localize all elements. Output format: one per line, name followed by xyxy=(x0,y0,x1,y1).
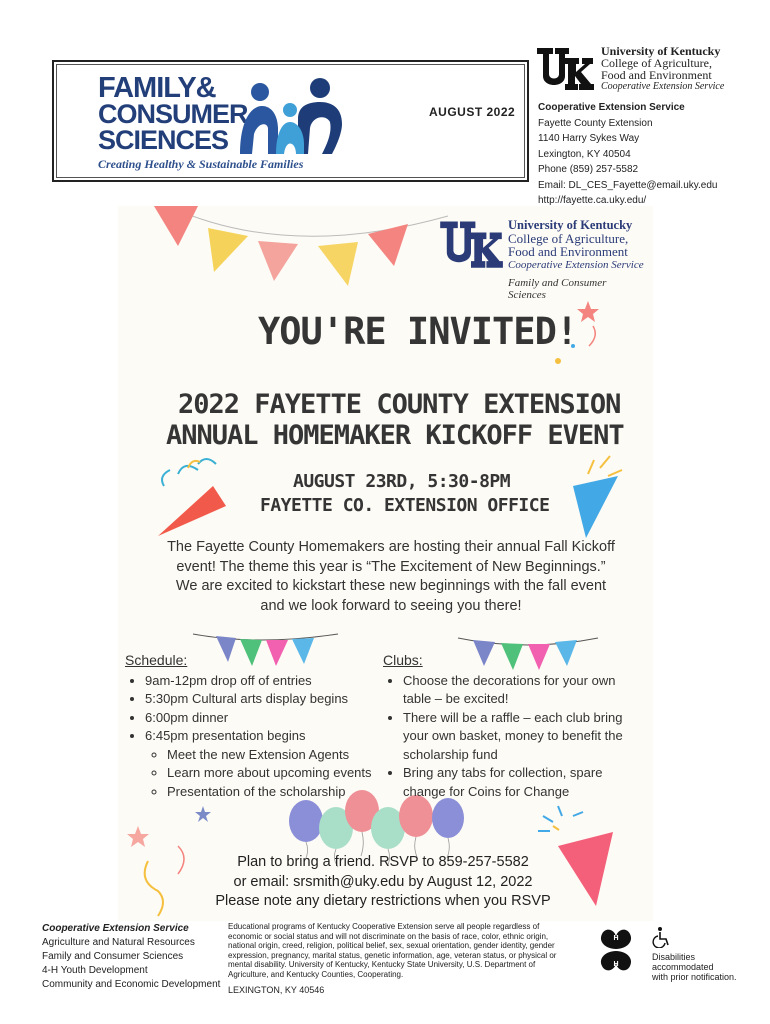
contact-line: Lexington, KY 40504 xyxy=(538,148,631,160)
footer-program: Community and Economic Development xyxy=(42,979,221,990)
svg-text:H: H xyxy=(613,935,619,942)
contact-block xyxy=(538,100,718,209)
footer-program: Agriculture and Natural Resources xyxy=(42,937,195,948)
list-item: ◦ Presentation of the scholarship xyxy=(167,783,380,802)
svg-text:H: H xyxy=(613,961,619,968)
wheelchair-icon xyxy=(652,926,672,948)
list-item xyxy=(145,727,380,801)
clubs-column xyxy=(383,651,633,801)
contact-heading: Cooperative Extension Service xyxy=(538,102,685,113)
rsvp-line: or email: srsmith@uky.edu by August 12, 2022 xyxy=(233,873,533,890)
list-item: ◦ Learn more about upcoming events xyxy=(167,764,380,783)
list-item: • 6:00pm dinner xyxy=(145,709,380,728)
4h-clover-icon xyxy=(588,922,644,978)
event-date-time: AUGUST 23RD, 5:30-8PM xyxy=(293,471,511,492)
disabilities-note xyxy=(652,952,737,982)
uk-flyer-line3: Food and Environment xyxy=(508,244,628,259)
presentation-sublist xyxy=(145,746,380,802)
list-item: ◦ Meet the new Extension Agents xyxy=(167,746,380,765)
list-item: • Bring any tabs for collection, spare change for Coins for Change xyxy=(403,764,633,801)
intro-line: event! The theme this year is “The Excitement of New Beginnings.” xyxy=(176,558,606,575)
contact-website[interactable]: http://fayette.ca.uky.edu/ xyxy=(538,195,647,206)
fcs-logo-line3: SCIENCES xyxy=(98,125,229,155)
rsvp-block xyxy=(148,853,618,912)
schedule-list xyxy=(125,672,380,802)
contact-line: 1140 Harry Sykes Way xyxy=(538,133,640,144)
footer-program: Family and Consumer Sciences xyxy=(42,951,184,962)
svg-text:H: H xyxy=(625,947,631,954)
star-icon xyxy=(127,826,149,847)
pennant-icon xyxy=(258,241,298,281)
list-item: • There will be a raffle – each club bring your own basket, money to benefit the scholarship fund xyxy=(403,709,633,765)
rsvp-line: Plan to bring a friend. RSVP to 859-257-5582 xyxy=(237,854,529,870)
uk-name-line2: College of Agriculture, xyxy=(601,56,712,70)
uk-flyer-line5: Family and Consumer Sciences xyxy=(508,277,607,301)
uk-name-line4: Cooperative Extension Service xyxy=(601,81,725,92)
fcs-logo-box xyxy=(52,60,529,182)
pennant-icon xyxy=(208,228,248,272)
contact-email[interactable]: Email: DL_CES_Fayette@email.uky.edu xyxy=(538,179,718,191)
disabilities-line: accommodated xyxy=(652,962,714,972)
footer-programs xyxy=(42,922,220,992)
uk-flyer-logo xyxy=(436,214,646,301)
footer-disclaimer xyxy=(228,922,568,995)
uk-flyer-line2: College of Agriculture, xyxy=(508,231,629,246)
uk-header-logo xyxy=(535,44,735,96)
footer-city: LEXINGTON, KY 40546 xyxy=(228,984,325,995)
footer-program-heading: Cooperative Extension Service xyxy=(42,923,189,934)
uk-logo-icon xyxy=(438,216,504,271)
star-icon xyxy=(577,301,599,322)
event-title-line1: 2022 FAYETTE COUNTY EXTENSION xyxy=(178,389,621,420)
event-location: FAYETTE CO. EXTENSION OFFICE xyxy=(260,495,550,516)
family-figures-icon xyxy=(232,74,347,159)
clubs-list xyxy=(383,672,633,802)
uk-name-line3: Food and Environment xyxy=(601,68,712,82)
uk-name-line1: University of Kentucky xyxy=(601,44,721,58)
intro-line: and we look forward to seeing you there! xyxy=(260,597,522,614)
schedule-heading: Schedule: xyxy=(125,652,188,668)
contact-line: Fayette County Extension xyxy=(538,117,653,129)
schedule-column xyxy=(125,651,380,801)
footer-program: 4-H Youth Development xyxy=(42,965,148,976)
fcs-tagline: Creating Healthy & Sustainable Families xyxy=(98,157,304,171)
pennant-icon xyxy=(318,242,358,286)
pennant-icon xyxy=(368,224,408,266)
star-icon xyxy=(195,806,211,822)
disabilities-line: Disabilities xyxy=(652,952,696,962)
uk-flyer-line1: University of Kentucky xyxy=(508,218,633,232)
party-horn-icon xyxy=(573,476,618,538)
uk-logo-icon xyxy=(535,44,595,92)
contact-line: Phone (859) 257-5582 xyxy=(538,164,639,175)
intro-line: The Fayette County Homemakers are hosting their annual Fall Kickoff xyxy=(167,539,615,555)
list-item: • 9am-12pm drop off of entries xyxy=(145,672,380,691)
list-item-text: 6:45pm presentation begins xyxy=(145,728,306,743)
svg-text:H: H xyxy=(601,947,607,954)
party-horn-icon xyxy=(158,486,226,536)
invited-heading: YOU'RE INVITED! xyxy=(258,310,578,353)
fcs-logo-line2: CONSUMER xyxy=(98,99,248,129)
newsletter-date: AUGUST 2022 xyxy=(429,105,516,119)
rsvp-line: Please note any dietary restrictions when you RSVP xyxy=(215,893,551,909)
event-title-line2: ANNUAL HOMEMAKER KICKOFF EVENT xyxy=(166,420,624,451)
clubs-heading: Clubs: xyxy=(383,652,423,668)
list-item: • 5:30pm Cultural arts display begins xyxy=(145,690,380,709)
event-flyer xyxy=(118,206,653,921)
pennant-icon xyxy=(154,206,198,246)
disabilities-line: with prior notification. xyxy=(652,972,737,982)
fcs-logo-line1: FAMILY& xyxy=(98,72,216,104)
intro-line: We are excited to kickstart these new beginnings with the fall event xyxy=(175,578,607,594)
event-intro xyxy=(136,538,646,616)
list-item: • Choose the decorations for your own table – be excited! xyxy=(403,672,633,709)
nondiscrimination-statement: Educational programs of Kentucky Cooperative Extension serve all people regardless of economic or social status and will not discriminate on the basis of race, color, ethnic origin, national origin, creed, religion, political belief, sex, sexual orientation, gender identity, gender expression, pregnancy, marital status, genetic information, age, veteran status, or physical or mental disability. University of Kentucky, Kentucky State University, U.S. Department of Agriculture, and Kentucky Counties, Cooperating. xyxy=(228,922,557,979)
uk-flyer-line4: Cooperative Extension Service xyxy=(508,259,644,271)
